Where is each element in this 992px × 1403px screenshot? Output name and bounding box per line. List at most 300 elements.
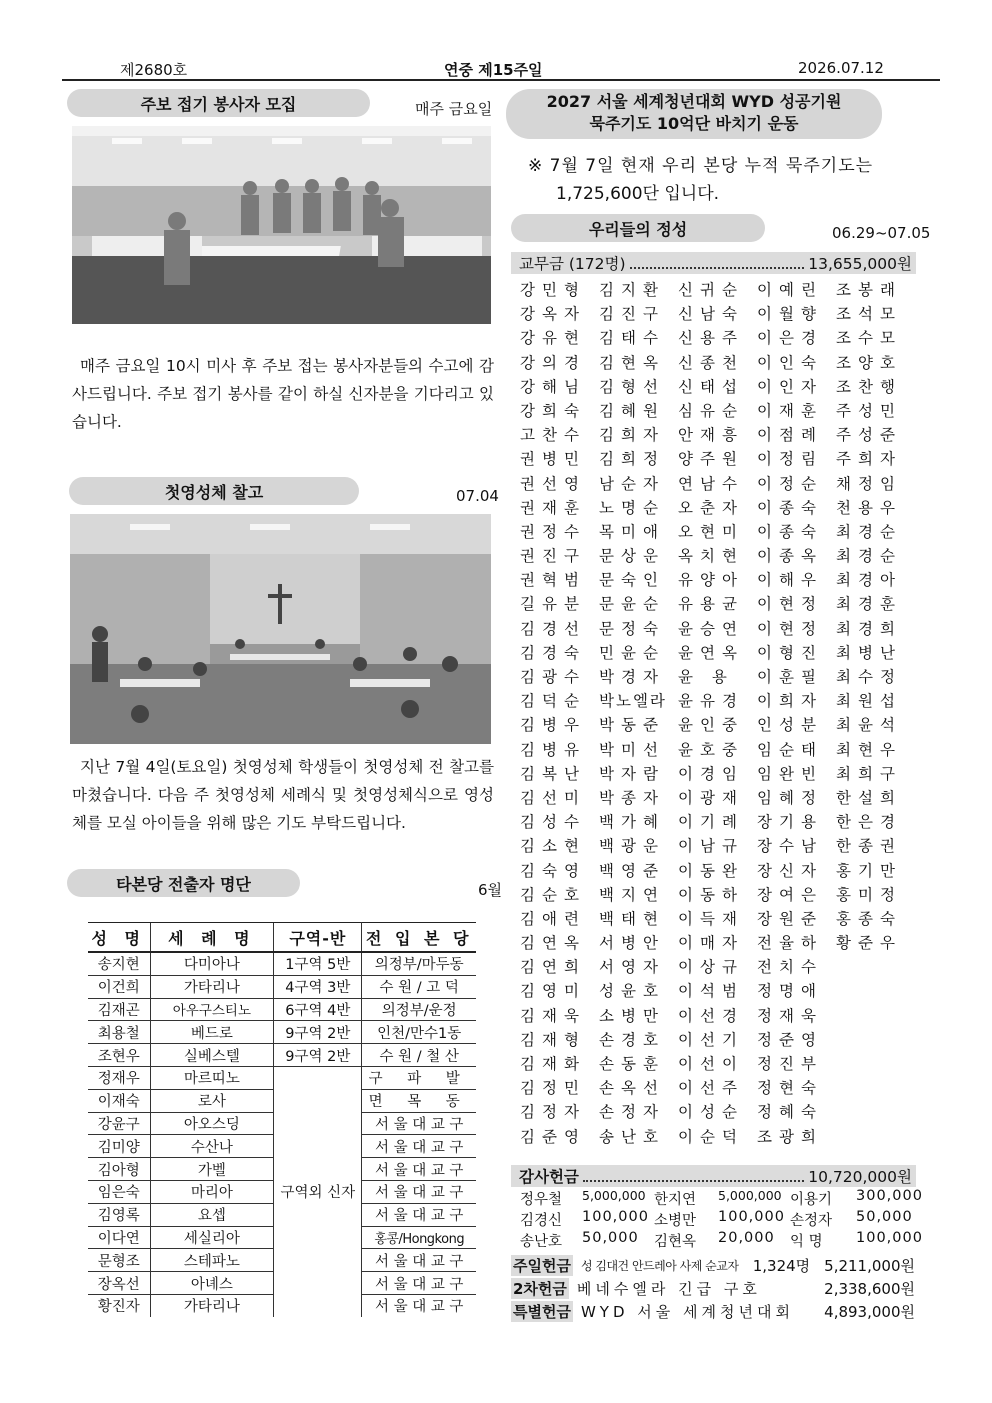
donor-name: 김선미 [520,788,586,807]
names-row [520,520,915,544]
donor-name: 이남규 [678,837,744,856]
donor-name: 서영자 [599,958,665,977]
names-row [520,955,915,979]
cell-name: 장옥선 [88,1272,150,1295]
donor-name: 문숙인 [599,571,665,590]
names-row [520,399,915,423]
cell-baptism: 아우구스티노 [150,998,274,1021]
donor-name: 신귀순 [678,281,744,299]
wyd-notice-line1: ※ 7월 7일 현재 우리 본당 누적 묵주기도는 [528,156,874,176]
donor-name: 김준영 [520,1127,586,1146]
offering-amount: 2,338,600원 [824,1280,915,1298]
donor-name: 박자람 [599,764,665,783]
cell-zone: 4구역 3반 [274,975,362,998]
donor-name: 이득재 [678,909,744,928]
donor-name: 이광재 [678,788,744,807]
wyd-title-line1: 2027 서울 세계청년대회 WYD 성공기원 [546,92,842,111]
donor-name: 최현우 [836,740,902,759]
thanks-amount: 10,720,000원 [808,1168,912,1186]
cell-parish: 서 울 대 교 구 [362,1158,476,1181]
donor-name: 권진구 [520,547,586,566]
donor-name: 전치수 [757,958,823,977]
col-baptism: 세 례 명 [150,923,274,953]
donor-name: 권재훈 [520,498,586,517]
col-parish: 전 입 본 당 [362,923,476,953]
donor-name: 강옥자 [520,305,586,324]
donor-name: 이인숙 [757,353,823,372]
donor-name: 이경임 [678,764,744,783]
names-row [520,568,915,592]
donor-name: 조석모 [836,305,902,324]
thanks-donor-name: 정우철 [520,1192,563,1208]
donor-name: 최수정 [836,668,902,686]
thanks-donor-name: 김경신 [520,1213,563,1229]
thanks-donor-amount: 5,000,000 [582,1188,646,1203]
church-fee-amount: 13,655,000원 [808,255,912,273]
donor-name: 김연희 [520,958,586,977]
names-row [520,1004,915,1028]
donor-name: 김희자 [599,426,665,445]
donor-name: 홍종숙 [836,909,902,928]
donor-name: 주희자 [836,450,902,469]
cell-parish: 수 원 / 고 덕 [362,975,476,998]
church-fee-bar [511,252,916,274]
communion-date: 07.04 [456,487,499,505]
cell-parish: 서 울 대 교 구 [362,1180,476,1203]
donor-name: 임순태 [757,740,823,759]
offering-type-desc: 성 김대건 안드레아 사제 순교자 [580,1259,739,1273]
names-row [520,1028,915,1052]
cell-name: 김영록 [88,1203,150,1226]
donor-name [836,979,915,1003]
donor-name: 이선기 [678,1030,744,1049]
names-row [520,810,915,834]
cell-baptism: 마르띠노 [150,1066,274,1089]
names-row [520,786,915,810]
cell-baptism: 스테파노 [150,1249,274,1272]
dot-leader [583,1170,804,1182]
donor-name: 정준영 [757,1030,823,1049]
donor-name: 이현정 [757,619,823,638]
cell-zone: 1구역 5반 [274,952,362,975]
names-row [520,1052,915,1076]
donor-name: 최경희 [836,619,902,638]
donor-name: 길유분 [520,595,586,614]
donor-name: 송난호 [599,1127,665,1146]
donor-name: 서병안 [599,934,665,953]
donor-name: 채정임 [836,474,902,493]
donor-name: 신용주 [678,329,744,348]
sunday-offering-row [511,1254,915,1277]
thanks-donor-name: 소병만 [654,1213,697,1229]
donor-name: 조수모 [836,329,902,348]
cell-name: 문형조 [88,1249,150,1272]
donor-name: 양주원 [678,450,744,469]
cell-parish: 면 목 동 [362,1089,476,1112]
donor-name: 황준우 [836,934,902,953]
cell-baptism: 가벨 [150,1158,274,1181]
donor-name: 최경훈 [836,595,902,614]
offering-amount: 4,893,000원 [824,1303,915,1321]
donor-name: 정명애 [757,982,823,1001]
donor-name: 정재욱 [757,1006,823,1025]
donor-name: 조봉래 [836,281,902,299]
donor-name: 성윤호 [599,982,665,1001]
donor-name: 최윤석 [836,716,902,735]
donor-name: 김순호 [520,885,586,904]
donor-name: 권병민 [520,450,586,469]
cell-name: 이재숙 [88,1089,150,1112]
donor-name: 윤유경 [678,692,744,711]
donor-name: 이종옥 [757,547,823,566]
donor-name: 백가혜 [599,813,665,832]
donor-name: 연남수 [678,474,744,493]
donor-name: 강의경 [520,353,586,372]
donor-name: 김병유 [520,740,586,759]
donor-name [836,1028,915,1052]
cell-baptism: 아오스딩 [150,1112,274,1135]
donor-name: 윤호중 [678,740,744,759]
cell-name: 이건희 [88,975,150,998]
donor-name: 강민형 [520,281,586,299]
donor-name: 이종숙 [757,522,823,541]
cell-name: 김아형 [88,1158,150,1181]
cell-baptism: 실베스텔 [150,1044,274,1067]
donor-name: 김애련 [520,909,586,928]
donor-name: 안재흥 [678,426,744,445]
donor-name: 박미선 [599,740,665,759]
donor-name: 김광수 [520,668,586,686]
donor-name: 장여은 [757,885,823,904]
donor-name: 임완빈 [757,764,823,783]
donor-name: 이성순 [678,1103,744,1122]
offering-count: 1,324명 [752,1257,811,1275]
names-row [520,1125,915,1149]
donor-name: 전율하 [757,934,823,953]
names-row [520,423,915,447]
donor-name: 이예린 [757,281,823,299]
donor-name: 이희자 [757,692,823,711]
names-row [520,375,915,399]
donor-name: 강희숙 [520,401,586,420]
volunteer-photo [72,126,491,324]
cell-name: 이다연 [88,1226,150,1249]
thanks-donor-amount: 100,000 [718,1209,785,1225]
thanks-donor-amount: 20,000 [718,1230,775,1246]
cell-zone-merged: 구역외 신자 [274,1066,362,1316]
donor-name: 김복난 [520,764,586,783]
communion-body: 지난 7월 4일(토요일) 첫영성체 학생들이 첫영성체 전 찰고를 마쳤습니다. 다음 주 첫영성체 세례식 및 첫영성체식으로 영성체를 모실 아이들을 위해 많은 기도 부탁드립니다. [72,758,494,832]
donor-name: 홍미정 [836,885,902,904]
names-row [520,859,915,883]
donor-name: 조찬행 [836,377,902,396]
donor-name: 한설희 [836,788,902,807]
thanks-donor-name: 손정자 [790,1213,833,1229]
cell-parish: 구 파 발 [362,1066,476,1089]
communion-photo [70,514,491,744]
names-row [520,1100,915,1124]
donor-name: 남순자 [599,474,665,493]
thanks-donor-amount: 50,000 [582,1230,639,1246]
donor-name: 이은경 [757,329,823,348]
donor-name: 백태현 [599,909,665,928]
cell-parish: 서 울 대 교 구 [362,1249,476,1272]
donor-name: 김희정 [599,450,665,469]
donor-name: 박종자 [599,788,665,807]
names-row [520,931,915,955]
donor-name [836,1076,915,1100]
names-row [520,592,915,616]
donor-name: 인성분 [757,716,823,735]
donor-name [836,1100,915,1124]
cell-baptism: 수산나 [150,1135,274,1158]
names-row [520,665,915,689]
donor-name: 이동하 [678,885,744,904]
donor-name: 장원준 [757,909,823,928]
donor-name: 이선경 [678,1006,744,1025]
donor-name: 김병우 [520,716,586,735]
donor-name: 유용균 [678,595,744,614]
cell-parish: 의정부/운정 [362,998,476,1021]
donor-name [836,955,915,979]
donor-name: 최경순 [836,522,902,541]
donor-name: 이정순 [757,474,823,493]
cell-zone: 6구역 4반 [274,998,362,1021]
donor-name: 이선이 [678,1055,744,1073]
donor-name: 손경호 [599,1030,665,1049]
cell-baptism: 로사 [150,1089,274,1112]
donor-name: 심유순 [678,401,744,420]
names-row [520,496,915,520]
donor-name: 최희구 [836,764,902,783]
donor-name: 김소현 [520,837,586,856]
cell-name: 조현우 [88,1044,150,1067]
donor-name: 박동준 [599,716,665,735]
donor-name: 조양호 [836,353,902,372]
donor-name: 김재욱 [520,1006,586,1025]
cell-name: 임은숙 [88,1180,150,1203]
cell-name: 김재곤 [88,998,150,1021]
cell-baptism: 마리아 [150,1180,274,1203]
cell-baptism: 베드로 [150,1021,274,1044]
offering-title: 우리들의 정성 [511,214,765,242]
donor-names-grid [520,278,915,1149]
donor-name: 이순덕 [678,1127,744,1146]
cell-name: 송지현 [88,952,150,975]
donor-name: 목미애 [599,522,665,541]
sunday-offering-row [511,1300,915,1323]
thanks-donor-amount: 100,000 [582,1209,649,1225]
table-row [88,998,476,1021]
donor-name: 김형선 [599,377,665,396]
donor-name: 임혜정 [757,788,823,807]
names-row [520,1076,915,1100]
donor-name: 옥치현 [678,547,744,566]
donor-name: 정진부 [757,1055,823,1073]
donor-name: 오현미 [678,522,744,541]
donor-name: 김현옥 [599,353,665,372]
cell-parish: 홍콩/Hongkong [362,1226,476,1249]
cell-parish: 수 원 / 철 산 [362,1044,476,1067]
wyd-title-box [506,89,882,139]
donor-name: 김덕순 [520,692,586,711]
donor-name [836,1125,915,1149]
table-row [88,1044,476,1067]
donor-name: 주성준 [836,426,902,445]
names-row [520,713,915,737]
cell-name: 황진자 [97,1299,140,1316]
volunteer-body: 매주 금요일 10시 미사 후 주보 접는 봉사자분들의 수고에 감사드립니다. 주보 접기 봉사를 같이 하실 신자분을 기다리고 있습니다. [72,357,494,431]
cell-baptism: 세실리아 [150,1226,274,1249]
donor-name: 최경순 [836,547,902,566]
donor-name: 김진구 [599,305,665,324]
names-row [520,883,915,907]
offering-amount: 5,211,000원 [824,1257,915,1275]
donor-name: 김경숙 [520,643,586,662]
donor-name: 권정수 [520,522,586,541]
cell-parish: 서 울 대 교 구 [362,1112,476,1135]
donor-name: 김재형 [520,1030,586,1049]
dot-leader [630,257,805,269]
donor-name: 김경선 [520,619,586,638]
donor-name: 이매자 [678,934,744,953]
donor-name: 이선주 [678,1079,744,1098]
transfer-title: 타본당 전출자 명단 [67,869,300,897]
thanks-donor-name: 이용기 [790,1192,833,1208]
donor-name: 김정민 [520,1079,586,1098]
donor-name: 신종천 [678,353,744,372]
donor-name: 최원섭 [836,692,902,711]
donor-name: 김영미 [520,982,586,1001]
cell-baptism: 가타리나 [150,1294,274,1316]
donor-name: 권혁범 [520,571,586,590]
donor-name: 소병만 [599,1006,665,1025]
donor-name: 정혜숙 [757,1103,823,1122]
thanks-donor-amount: 100,000 [856,1230,923,1246]
donor-name: 장신자 [757,861,823,880]
thanks-donor-name: 익 명 [790,1234,823,1250]
donor-name: 윤연옥 [678,643,744,662]
names-row [520,834,915,858]
cell-baptism: 다미아나 [150,952,274,975]
donor-name: 권선영 [520,474,586,493]
donor-name: 이동완 [678,861,744,880]
donor-name: 이월향 [757,305,823,324]
donor-name: 오춘자 [678,498,744,517]
cell-parish: 서 울 대 교 구 [362,1203,476,1226]
donor-name: 한은경 [836,813,902,832]
donor-name: 이현정 [757,595,823,614]
communion-title: 첫영성체 찰고 [69,477,359,505]
donor-name: 이점례 [757,426,823,445]
donor-name: 이형진 [757,643,823,662]
col-name: 성 명 [88,923,150,953]
cell-name: 김미양 [88,1135,150,1158]
donor-name: 노명순 [599,498,665,517]
donor-name: 문윤순 [599,595,665,614]
donor-name: 신남숙 [678,305,744,324]
donor-name: 조광희 [757,1127,823,1146]
thanks-donor-name: 송난호 [520,1234,563,1250]
thanks-bar [511,1165,916,1187]
cell-parish: 인천/만수1동 [362,1021,476,1044]
donor-name: 김지환 [599,281,665,299]
names-row [520,326,915,350]
cell-name: 정재우 [88,1066,150,1089]
donor-name: 홍기만 [836,861,902,880]
cell-baptism: 가타리나 [150,975,274,998]
cell-parish: 서 울 대 교 구 [362,1272,476,1295]
names-row [520,302,915,326]
names-row [520,689,915,713]
donor-name: 이기례 [678,813,744,832]
offering-type-desc: WYD 서울 세계청년대회 [580,1303,794,1321]
donor-name: 김숙영 [520,861,586,880]
cell-baptism: 요셉 [150,1203,274,1226]
donor-name: 김태수 [599,329,665,348]
donor-name: 주성민 [836,401,902,420]
donor-name [836,1004,915,1028]
names-row [520,351,915,375]
cell-parish: 서 울 대 교 구 [362,1294,476,1316]
donor-name: 한종권 [836,837,902,856]
donor-name: 이인자 [757,377,823,396]
donor-name: 손동훈 [599,1055,665,1073]
issue-date: 2026.07.12 [798,59,884,77]
page-title: 연중 제15주일 [444,61,543,79]
donor-name: 윤승연 [678,619,744,638]
donor-name: 백영준 [599,861,665,880]
cell-zone: 9구역 2반 [274,1044,362,1067]
donor-name: 문정숙 [599,619,665,638]
donor-name: 이종숙 [757,498,823,517]
donor-name: 천용우 [836,498,902,517]
church-fee-label: 교무금 (172명) [519,255,626,273]
names-row [520,617,915,641]
donor-name: 이정림 [757,450,823,469]
donor-name: 윤 용 [678,668,734,686]
thanks-donor-name: 한지연 [654,1192,697,1208]
donor-name: 윤인중 [678,716,744,735]
donor-name: 김재화 [520,1055,586,1073]
donor-name: 백지연 [599,885,665,904]
donor-name: 민윤순 [599,643,665,662]
wyd-title-line2: 묵주기도 10억단 바치기 운동 [589,114,799,133]
issue-number: 제2680호 [120,61,188,79]
cell-name: 강윤구 [88,1112,150,1135]
thanks-donor-amount: 5,000,000 [718,1188,782,1203]
donor-name: 이석범 [678,982,744,1001]
offering-type-label: 특별헌금 [513,1303,571,1321]
thanks-donor-name: 김현옥 [654,1234,697,1250]
names-row [520,641,915,665]
names-row [520,979,915,1003]
donor-name: 이해우 [757,571,823,590]
wyd-notice-line2: 1,725,600단 입니다. [556,184,720,204]
donor-name: 장기용 [757,813,823,832]
thanks-donor-amount: 50,000 [856,1209,913,1225]
donor-name: 강해님 [520,377,586,396]
donor-name: 김혜원 [599,401,665,420]
offering-type-desc: 베네수엘라 긴급 구호 [576,1280,761,1298]
donor-name: 정현숙 [757,1079,823,1098]
table-row [88,952,476,975]
donor-name: 백광운 [599,837,665,856]
donor-name: 강유현 [520,329,586,348]
thanks-label: 감사헌금 [519,1168,579,1186]
donor-name: 이재훈 [757,401,823,420]
names-row [520,278,915,302]
